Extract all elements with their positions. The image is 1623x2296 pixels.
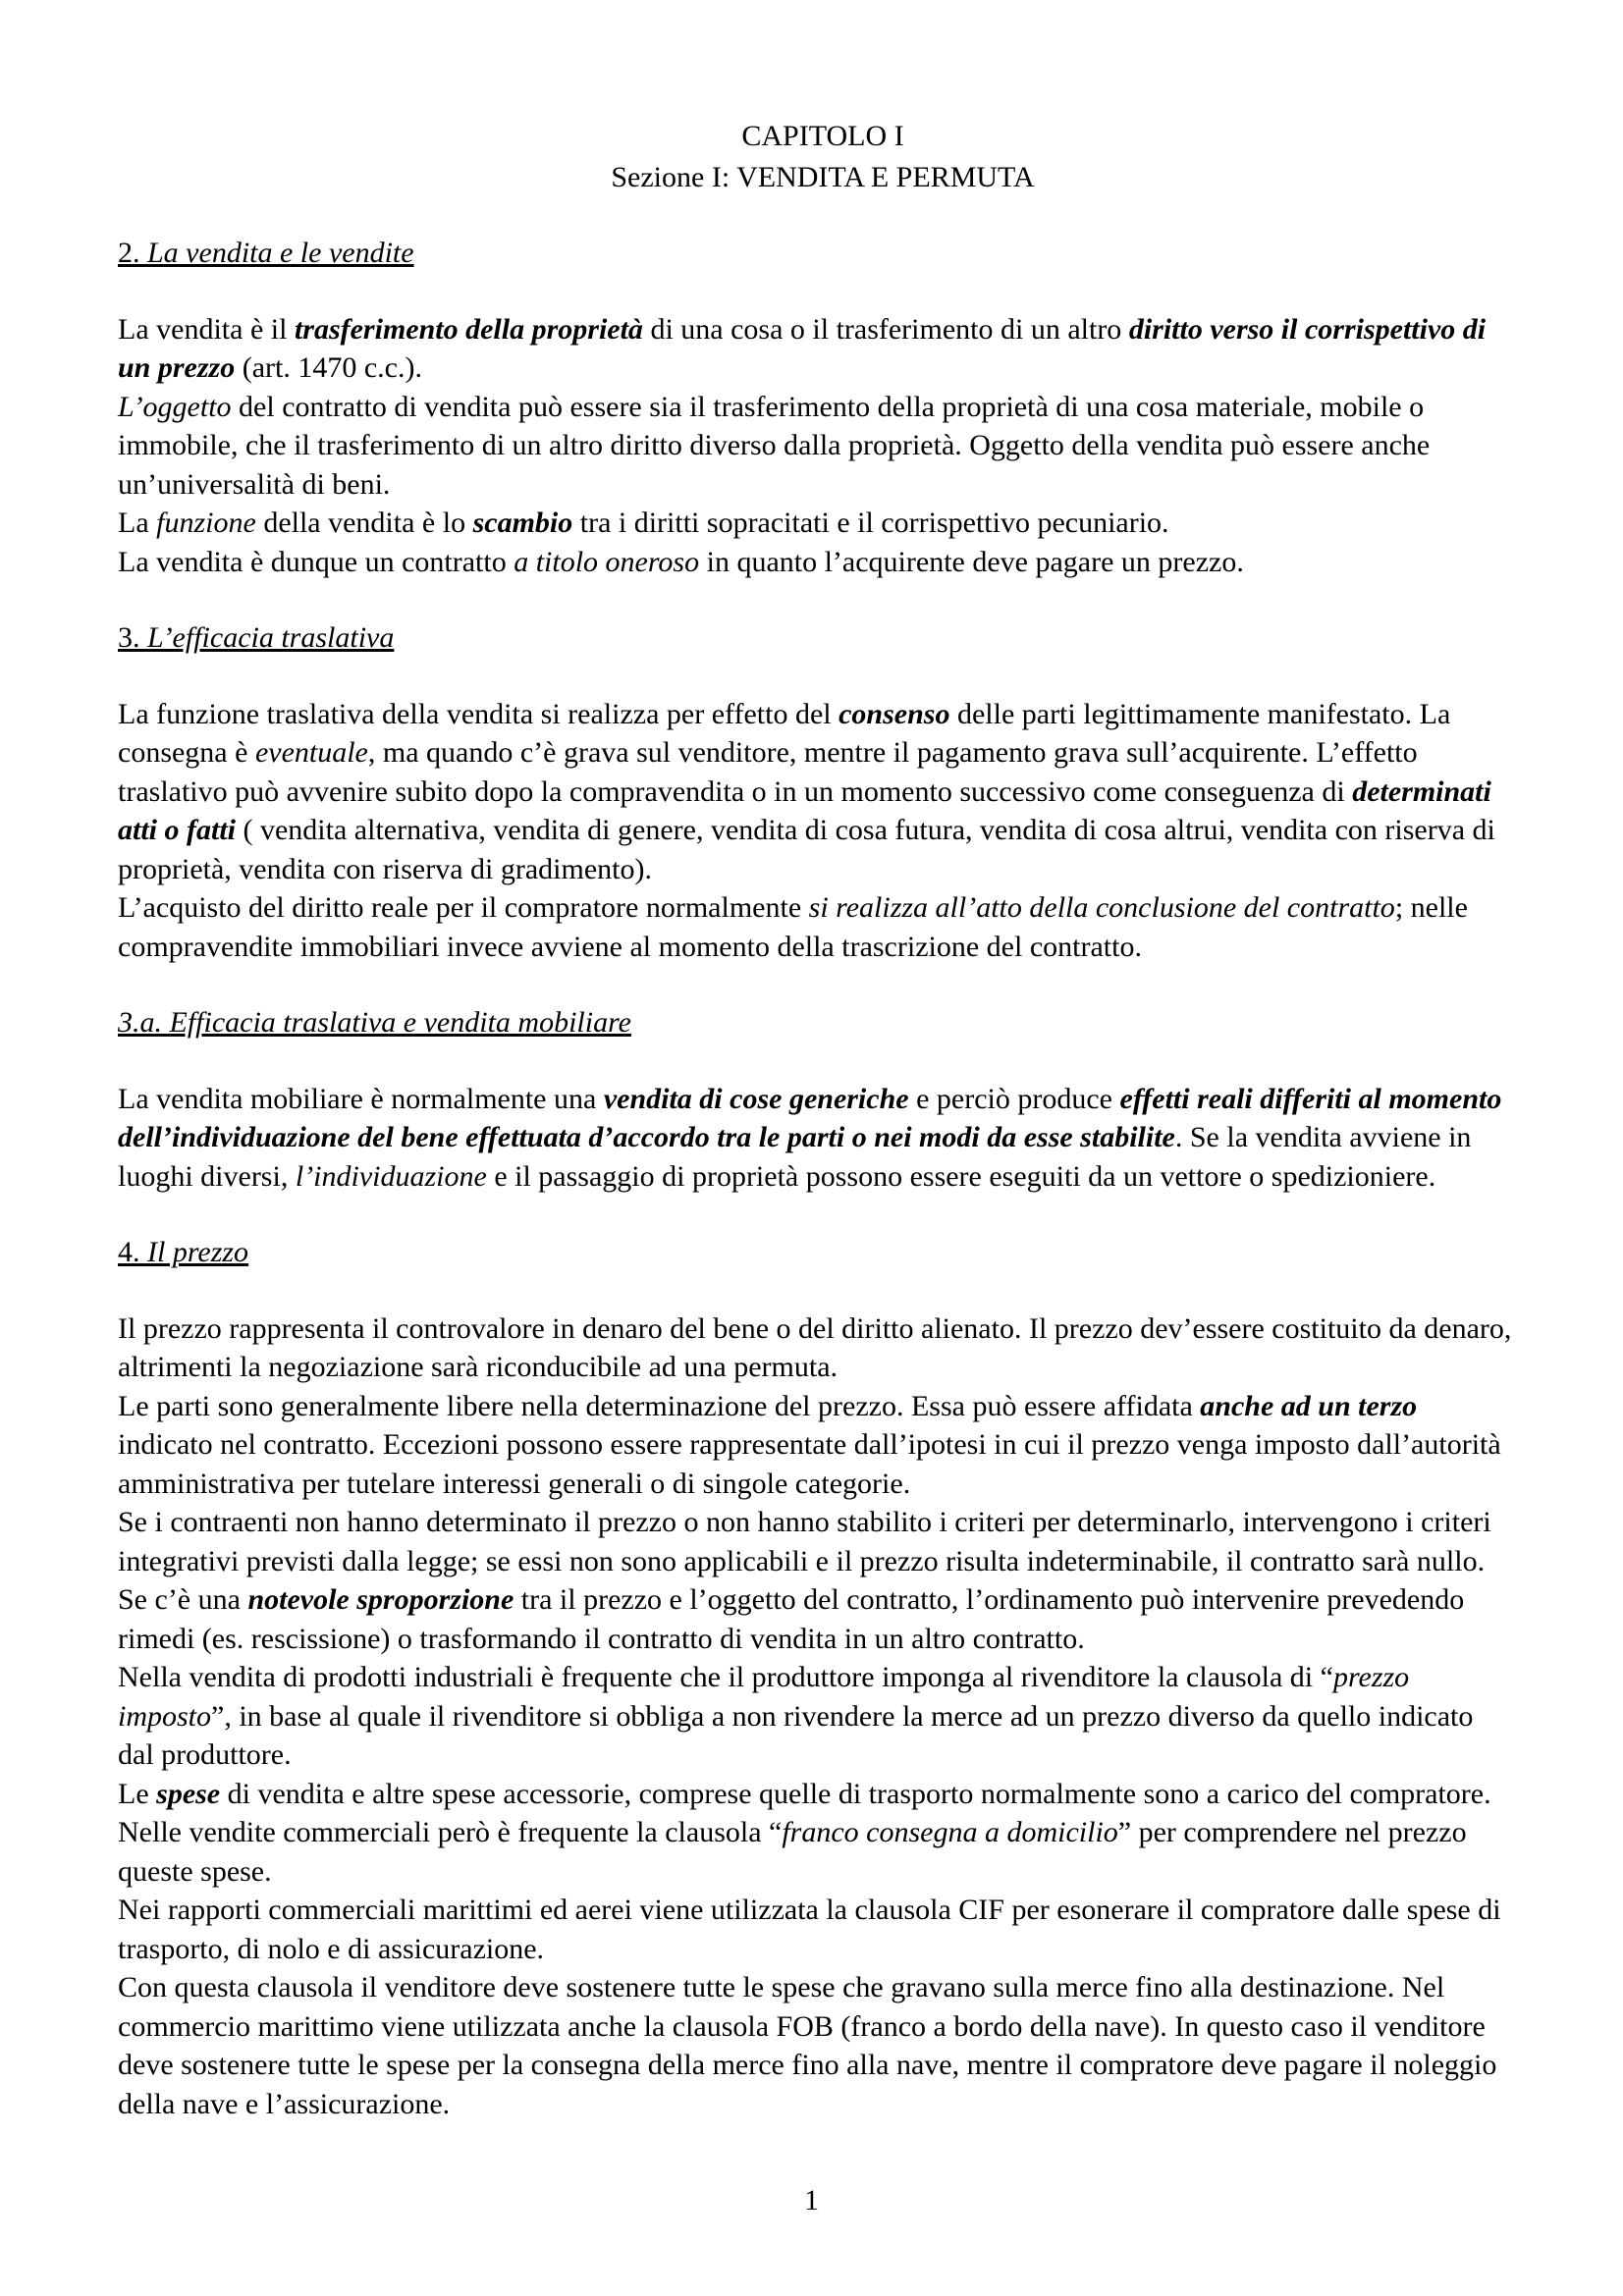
section-mobiliare-body	[118, 1080, 1512, 1197]
bold-italic-term: consenso	[839, 697, 950, 730]
italic-term: si realizza all’atto della conclusione del contratto	[808, 891, 1395, 924]
paragraph: L’acquisto del diritto reale per il compratore normalmente si realizza all’atto della conclusione del contratto; nelle compravendite immobiliari invece avviene al momento della trascrizione del contratto.	[118, 891, 1468, 963]
paragraph: Il prezzo rappresenta il controvalore in denaro del bene o del diritto alienato. Il prezzo dev’essere costituito da denaro, altrimenti la negoziazione sarà riconducibile ad una permuta.	[118, 1311, 1512, 1383]
heading-vendita	[118, 234, 1512, 273]
paragraph: Con questa clausola il venditore deve sostenere tutte le spese che gravano sulla merce fino alla destinazione. Nel commercio marittimo viene utilizzata anche la clausola FOB (franco a bordo della nave). In questo caso il venditore deve sostenere tutte le spese per la consegna della merce fino alla nave, mentre il compratore deve pagare il noleggio della nave e l’assicurazione.	[118, 1971, 1497, 2120]
bold-italic-term: trasferimento della proprietà	[294, 312, 643, 346]
italic-term: L’oggetto	[118, 390, 232, 423]
paragraph: La funzione traslativa della vendita si realizza per effetto del consenso delle parti legittimamente manifestato. La consegna è eventuale, ma quando c’è grava sul venditore, mentre il pagamento grava sull’acquirente. L’effetto traslativo può avvenire subito dopo la compravendita o in un momento successivo come conseguenza di determinati atti o fatti ( vendita alternativa, vendita di genere, vendita di cosa futura, vendita di cosa altrui, vendita con riserva di proprietà, vendita con riserva di gradimento).	[118, 697, 1495, 885]
bold-italic-term: anche ad un terzo	[1200, 1389, 1418, 1422]
heading-vendita-mobiliare	[118, 1003, 1512, 1042]
section-title: Sezione I: VENDITA E PERMUTA	[611, 161, 1035, 193]
italic-term: a titolo oneroso	[514, 545, 700, 578]
italic-term: l’individuazione	[295, 1159, 487, 1193]
paragraph: La vendita è il trasferimento della proprietà di una cosa o il trasferimento di un altro diritto verso il corrispettivo di un prezzo (art. 1470 c.c.).	[118, 312, 1487, 384]
bold-italic-term: scambio	[472, 507, 573, 539]
bold-italic-term: diritto verso il corrispettivo di un prezzo	[118, 312, 1487, 384]
italic-term: prezzo imposto	[118, 1661, 1410, 1733]
page-number: 1	[804, 2184, 819, 2216]
paragraph: La funzione della vendita è lo scambio tra i diritti sopracitati e il corrispettivo pecuniario.	[118, 507, 1169, 539]
bold-italic-term: effetti reali differiti al momento dell’individuazione del bene effettuata d’accordo tra le parti o nei modi da esse stabilite	[118, 1082, 1502, 1153]
heading-number: 3.	[118, 621, 140, 654]
paragraph: La vendita mobiliare è normalmente una vendita di cose generiche e perciò produce effetti reali differiti al momento dell’individuazione del bene effettuata d’accordo tra le parti o nei modi da esse stabilite. Se la vendita avviene in luoghi diversi, l’individuazione e il passaggio di proprietà possono essere eseguiti da un vettore o spedizioniere.	[118, 1082, 1502, 1193]
bold-italic-term: vendita di cose generiche	[603, 1082, 909, 1115]
heading-text: L’efficacia traslativa	[147, 621, 395, 654]
paragraph: Nei rapporti commerciali marittimi ed aerei viene utilizzata la clausola CIF per esonerare il compratore dalle spese di trasporto, di nolo e di assicurazione.	[118, 1894, 1501, 1965]
italic-term: eventuale	[254, 736, 368, 769]
bold-italic-term: spese	[156, 1777, 221, 1810]
chapter-header	[118, 116, 1512, 198]
heading-number: 2.	[118, 237, 140, 269]
paragraph: Le spese di vendita e altre spese accessorie, comprese quelle di trasporto normalmente sono a carico del compratore. Nelle vendite commerciali però è frequente la clausola “franco consegna a domicilio” per comprendere nel prezzo queste spese.	[118, 1777, 1491, 1888]
section-vendita-body	[118, 310, 1512, 582]
heading-number: 4.	[118, 1236, 140, 1268]
heading-prezzo	[118, 1233, 1512, 1272]
paragraph: La vendita è dunque un contratto a titolo oneroso in quanto l’acquirente deve pagare un prezzo.	[118, 545, 1244, 578]
paragraph: L’oggetto del contratto di vendita può essere sia il trasferimento della proprietà di una cosa materiale, mobile o immobile, che il trasferimento di un altro diritto diverso dalla proprietà. Oggetto della vendita può essere anche un’universalità di beni.	[118, 390, 1431, 501]
section-efficacia-body	[118, 695, 1512, 967]
page-content	[118, 116, 1512, 2123]
heading-text: La vendita e le vendite	[147, 237, 414, 269]
bold-italic-term: determinati atti o fatti	[118, 774, 1491, 846]
bold-italic-term: notevole sproporzione	[247, 1583, 514, 1616]
paragraph: Se c’è una notevole sproporzione tra il prezzo e l’oggetto del contratto, l’ordinamento può intervenire prevedendo rimedi (es. rescissione) o trasformando il contratto di vendita in un altro contratto.	[118, 1583, 1465, 1655]
heading-efficacia-traslativa	[118, 618, 1512, 658]
paragraph: Le parti sono generalmente libere nella determinazione del prezzo. Essa può essere affidata anche ad un terzo indicato nel contratto. Eccezioni possono essere rappresentate dall’ipotesi in cui il prezzo venga imposto dall’autorità amministrativa per tutelare interessi generali o di singole categorie.	[118, 1389, 1501, 1500]
heading-text: Il prezzo	[147, 1236, 249, 1268]
italic-term: funzione	[156, 507, 256, 539]
section-prezzo-body	[118, 1309, 1512, 2124]
heading-text: 3.a. Efficacia traslativa e vendita mobiliare	[118, 1006, 631, 1039]
italic-term: franco consegna a domicilio	[782, 1816, 1118, 1848]
paragraph: Se i contraenti non hanno determinato il prezzo o non hanno stabilito i criteri per determinarlo, intervengono i criteri integrativi previsti dalla legge; se essi non sono applicabili e il prezzo risulta indeterminabile, il contratto sarà nullo.	[118, 1506, 1491, 1577]
paragraph: Nella vendita di prodotti industriali è frequente che il produttore imponga al rivenditore la clausola di “prezzo imposto”, in base al quale il rivenditore si obbliga a non rivendere la merce ad un prezzo diverso da quello indicato dal produttore.	[118, 1661, 1474, 1771]
chapter-title: CAPITOLO I	[741, 120, 904, 152]
